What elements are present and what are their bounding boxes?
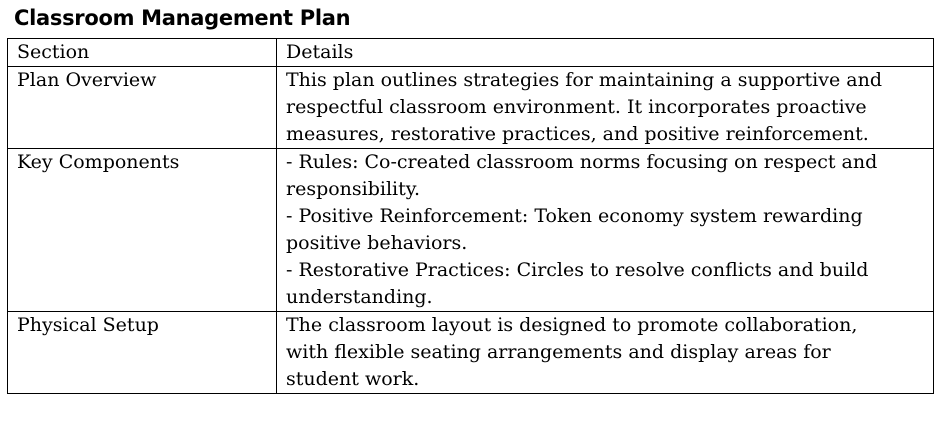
details-cell bbox=[277, 149, 934, 312]
details-line: student work. bbox=[286, 368, 420, 390]
details-line: measures, restorative practices, and positive reinforcement. bbox=[286, 123, 869, 145]
details-line: This plan outlines strategies for maintaining a supportive and bbox=[286, 69, 883, 91]
table-header-row bbox=[8, 39, 934, 67]
header-cell-details: Details bbox=[277, 39, 934, 67]
document-title: Classroom Management Plan bbox=[14, 6, 351, 30]
details-cell bbox=[277, 67, 934, 149]
details-line: The classroom layout is designed to promote collaboration, bbox=[286, 314, 858, 336]
table-row bbox=[8, 149, 934, 312]
details-cell bbox=[277, 312, 934, 394]
table-row bbox=[8, 67, 934, 149]
details-line: - Positive Reinforcement: Token economy system rewarding bbox=[286, 205, 863, 227]
details-line: - Restorative Practices: Circles to resolve conflicts and build bbox=[286, 259, 869, 281]
table-row bbox=[8, 312, 934, 394]
details-line: - Rules: Co-created classroom norms focusing on respect and bbox=[286, 151, 878, 173]
plan-table bbox=[7, 38, 934, 394]
section-cell: Plan Overview bbox=[8, 67, 277, 149]
details-line: positive behaviors. bbox=[286, 232, 468, 254]
details-line: with flexible seating arrangements and display areas for bbox=[286, 341, 831, 363]
details-line: responsibility. bbox=[286, 178, 421, 200]
details-line: respectful classroom environment. It incorporates proactive bbox=[286, 96, 867, 118]
details-line: understanding. bbox=[286, 286, 433, 308]
header-cell-section: Section bbox=[8, 39, 277, 67]
section-cell: Physical Setup bbox=[8, 312, 277, 394]
section-cell: Key Components bbox=[8, 149, 277, 312]
